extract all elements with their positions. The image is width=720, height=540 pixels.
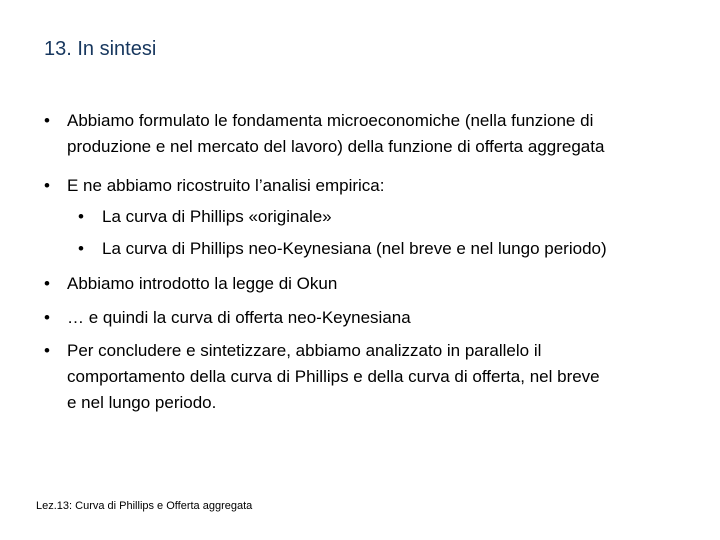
sub-bullet-item [78,204,332,230]
bullet-item [44,173,384,199]
slide-title: 13. In sintesi [44,38,157,60]
bullet-text: La curva di Phillips «originale» [102,207,332,226]
bullet-marker: • [78,207,84,226]
bullet-marker: • [78,239,84,258]
bullet-item [44,305,411,331]
slide-footer: Lez.13: Curva di Phillips e Offerta aggregata [36,500,253,512]
bullet-item [44,271,337,297]
bullet-item [44,108,604,160]
bullet-marker: • [44,308,50,327]
bullet-text: E ne abbiamo ricostruito l’analisi empirica: [67,176,385,195]
bullet-marker: • [44,176,50,195]
bullet-item [44,338,600,416]
bullet-marker: • [44,111,50,130]
bullet-text: Per concludere e sintetizzare, abbiamo analizzato in parallelo il comportamento della curva di Phillips e della curva di offerta, nel breve e nel lungo periodo. [67,341,600,412]
bullet-text: Abbiamo introdotto la legge di Okun [67,274,338,293]
bullet-marker: • [44,341,50,360]
bullet-text: … e quindi la curva di offerta neo-Keynesiana [67,308,411,327]
bullet-marker: • [44,274,50,293]
sub-bullet-item [78,236,607,262]
bullet-text: La curva di Phillips neo-Keynesiana (nel breve e nel lungo periodo) [102,239,607,258]
bullet-text: Abbiamo formulato le fondamenta microeconomiche (nella funzione di produzione e nel mercato del lavoro) della funzione di offerta aggregata [67,111,605,156]
